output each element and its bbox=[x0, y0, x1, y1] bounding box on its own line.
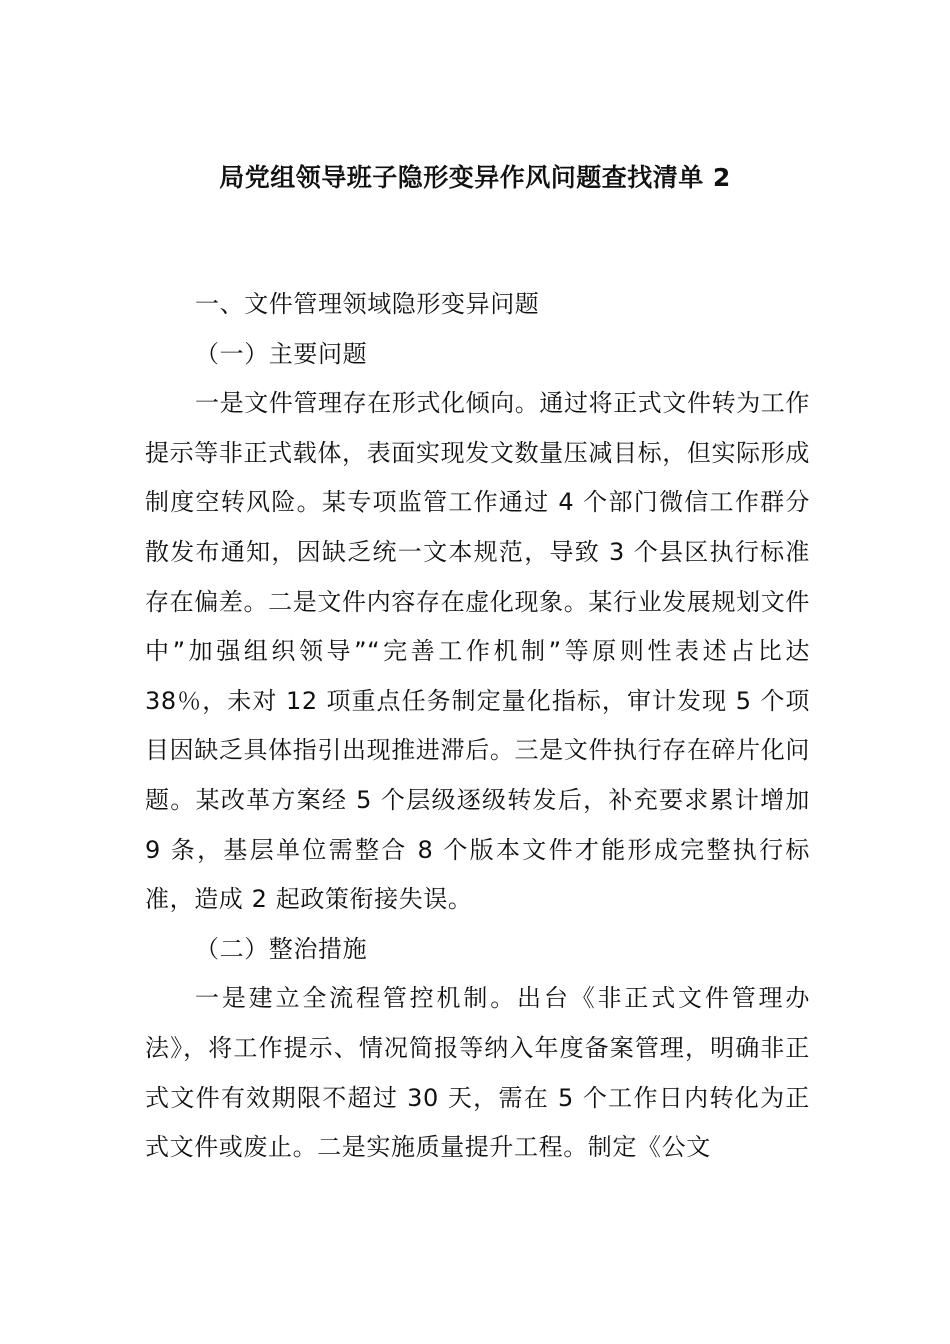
paragraph-rectification: 一是建立全流程管控机制。出台《非正式文件管理办法》，将工作提示、情况简报等纳入年度备案管理，明确非正式文件有效期限不超过 30 天，需在 5 个工作日内转化为正式文件或废止。二是实施质量提升工程。制定《公文 bbox=[145, 984, 810, 1162]
document-title: 局党组领导班子隐形变异作风问题查找清单 2 bbox=[219, 163, 731, 192]
document-body bbox=[145, 280, 810, 1173]
sub-heading-main-problems: （一）主要问题 bbox=[195, 339, 368, 368]
sub-heading-rectification: （二）整治措施 bbox=[195, 934, 368, 963]
section-heading: 一、文件管理领域隐形变异问题 bbox=[195, 290, 540, 318]
paragraph-problems: 一是文件管理存在形式化倾向。通过将正式文件转为工作提示等非正式载体，表面实现发文数量压减目标，但实际形成制度空转风险。某专项监管工作通过 4 个部门微信工作群分散发布通知，因缺乏统一文本规范，导致 3 个县区执行标准存在偏差。二是文件内容存在虚化现象。某行业发展规划文件中”加强组织领导”“完善工作机制”等原则性表述占比达 38％，未对 12 项重点任务制定量化指标，审计发现 5 个项目因缺乏具体指引出现推进滞后。三是文件执行存在碎片化问题。某改革方案经 5 个层级逐级转发后，补充要求累计增加 9 条，基层单位需整合 8 个版本文件才能形成完整执行标准，造成 2 起政策衔接失误。 bbox=[145, 389, 810, 914]
